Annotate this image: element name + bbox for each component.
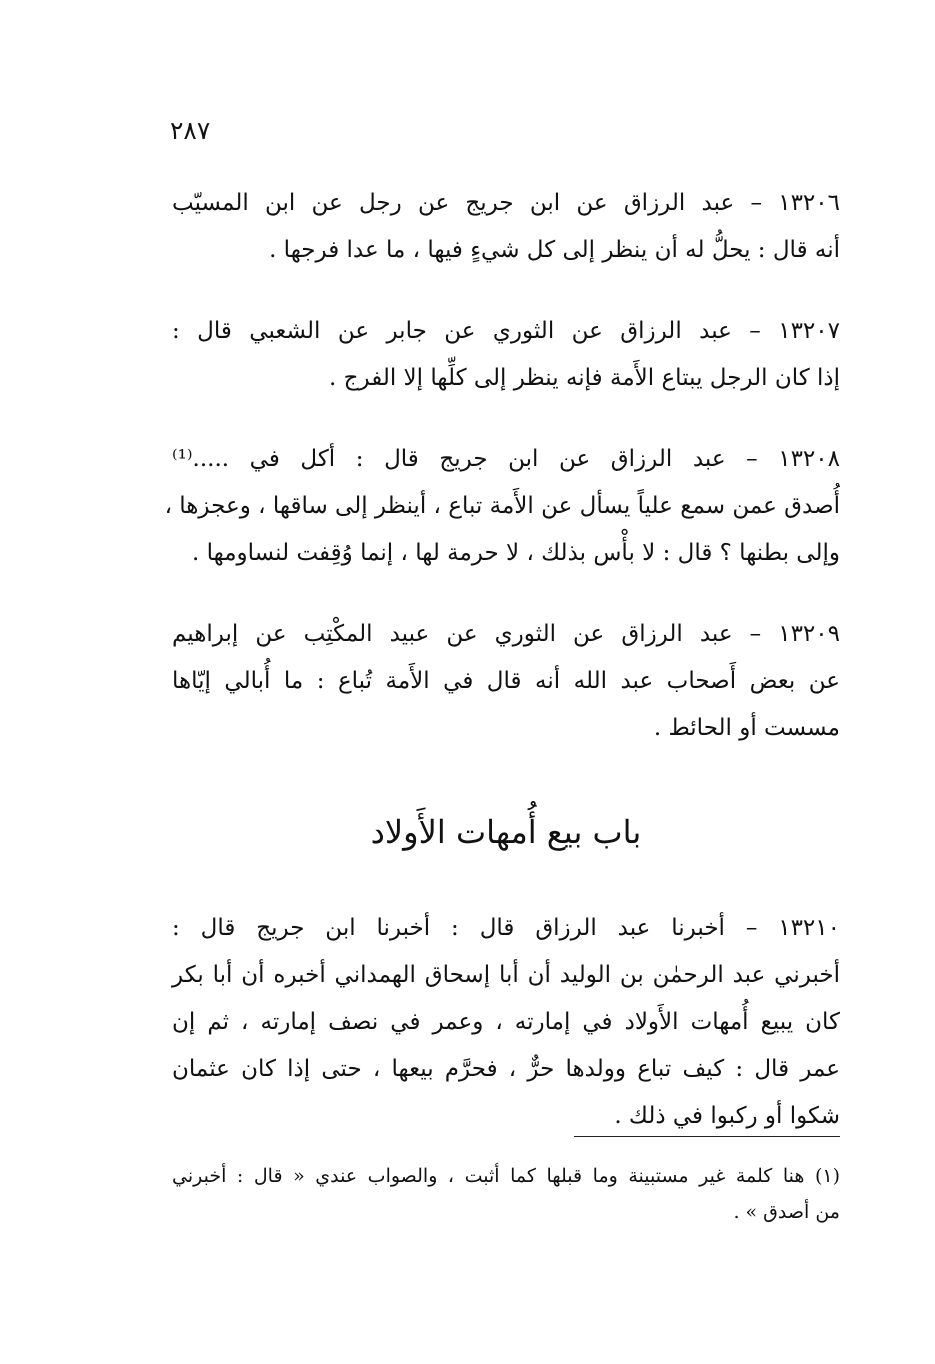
text-line: ١٣٢١٠ – أخبرنا عبد الرزاق قال : أخبرنا ابن جريج قال :: [172, 915, 840, 941]
text-line: ١٣٢٠٩ – عبد الرزاق عن الثوري عن عبيد المكْتِب عن إبراهيم: [172, 621, 840, 647]
text-line: أنه قال : يحلُّ له أن ينظر إلى كل شيءٍ فيها ، ما عدا فرجها .: [269, 237, 840, 263]
text-line: ١٣٢٠٨ – عبد الرزاق عن ابن جريج قال : أكل في .....⁽¹⁾: [172, 446, 840, 472]
main-text: [164, 180, 840, 1174]
hadith-13206: [172, 180, 840, 274]
text-line: كان يبيع أُمهات الأَولاد في إمارته ، وعمر في نصف إمارته ، ثم إن: [172, 1009, 840, 1035]
text-line: أُصدق عمن سمع علياً يسأل عن الأَمة تباع ، أينظر إلى ساقها ، وعجزها ،: [164, 493, 840, 519]
hadith-13209: [172, 611, 840, 752]
text-line: مسست أو الحائط .: [653, 715, 840, 741]
text-line: وإلى بطنها ؟ قال : لا بأْس بذلك ، لا حرمة لها ، إنما وُقِفت لنساومها .: [192, 540, 840, 566]
text-line: أخبرني عبد الرحمٰن بن الوليد أن أبا إسحاق الهمداني أخبره أن أبا بكر: [172, 962, 840, 988]
text-line: عن بعض أَصحاب عبد الله أنه قال في الأَمة تُباع : ما أُبالي إيّاها: [172, 668, 840, 694]
footnote-line: (١) هنا كلمة غير مستبينة وما قبلها كما أثبت ، والصواب عندي « قال : أخبرني: [172, 1165, 840, 1187]
footnote: [172, 1158, 840, 1230]
text-line: شكوا أو ركبوا في ذلك .: [614, 1103, 840, 1129]
text-line: إذا كان الرجل يبتاع الأَمة فإنه ينظر إلى كلِّها إلا الفرج .: [329, 365, 840, 391]
text-line: ١٣٢٠٦ – عبد الرزاق عن ابن جريج عن رجل عن ابن المسيّب: [172, 190, 840, 216]
footnote-separator: [574, 1136, 840, 1137]
footnote-line: من أصدق » .: [733, 1201, 840, 1223]
page-number: ٢٨٧: [170, 116, 211, 145]
hadith-13210: [172, 905, 840, 1140]
hadith-13207: [172, 308, 840, 402]
text-line: عمر قال : كيف تباع وولدها حرٌّ ، فحرَّم بيعها ، حتى إذا كان عثمان: [172, 1056, 840, 1082]
chapter-title: باب بيع أُمهات الأَولاد: [370, 813, 642, 851]
text-line: ١٣٢٠٧ – عبد الرزاق عن الثوري عن جابر عن الشعبي قال :: [172, 318, 840, 344]
hadith-13208: [164, 436, 840, 577]
